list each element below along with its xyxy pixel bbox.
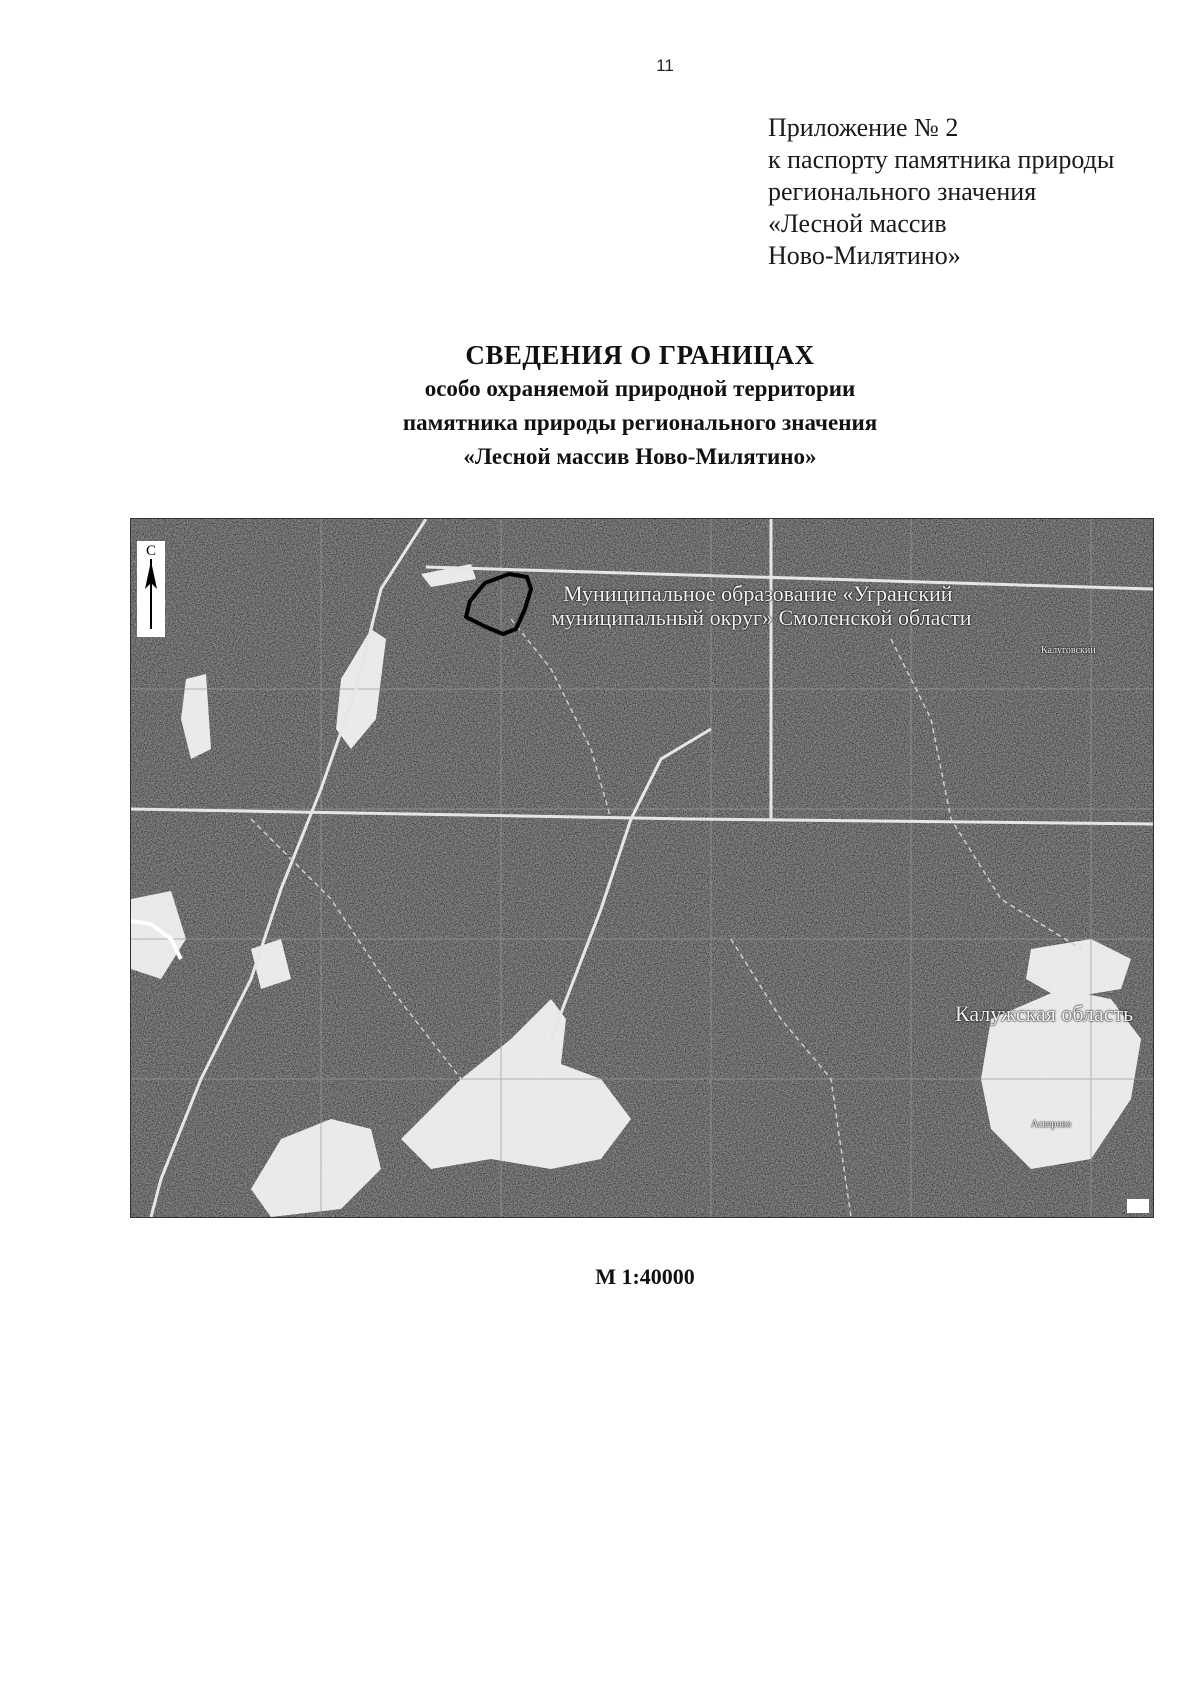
appendix-note — [768, 112, 1168, 272]
heading-line: «Лесной массив Ново-Милятино» — [463, 444, 817, 469]
village-label-askerovo: Аскерово — [1031, 1119, 1072, 1130]
appendix-line: к паспорту памятника природы — [768, 145, 1115, 174]
appendix-line: регионального значения — [768, 177, 1037, 206]
village-label-kalugovskii: Калуговский — [1041, 645, 1096, 656]
appendix-line: Приложение № 2 — [768, 113, 959, 142]
map-corner-tag — [1127, 1199, 1149, 1213]
region-label-kaluga: Калужская область — [955, 1001, 1134, 1026]
boundary-map — [130, 518, 1154, 1218]
municipal-label-line2: муниципальный округ» Смоленской области — [551, 605, 972, 630]
north-mark: С — [146, 543, 157, 559]
appendix-line: Ново-Милятино» — [768, 241, 961, 270]
appendix-line: «Лесной массив — [768, 209, 947, 238]
heading-line: особо охраняемой природной территории — [424, 376, 856, 401]
page-number: 11 — [656, 56, 674, 75]
document-heading — [200, 338, 1080, 474]
heading-title: СВЕДЕНИЯ О ГРАНИЦАХ — [465, 340, 815, 370]
map-scale: М 1:40000 — [595, 1264, 695, 1289]
heading-line: памятника природы регионального значения — [402, 410, 878, 435]
municipal-label-line1: Муниципальное образование «Угранский — [563, 581, 953, 606]
